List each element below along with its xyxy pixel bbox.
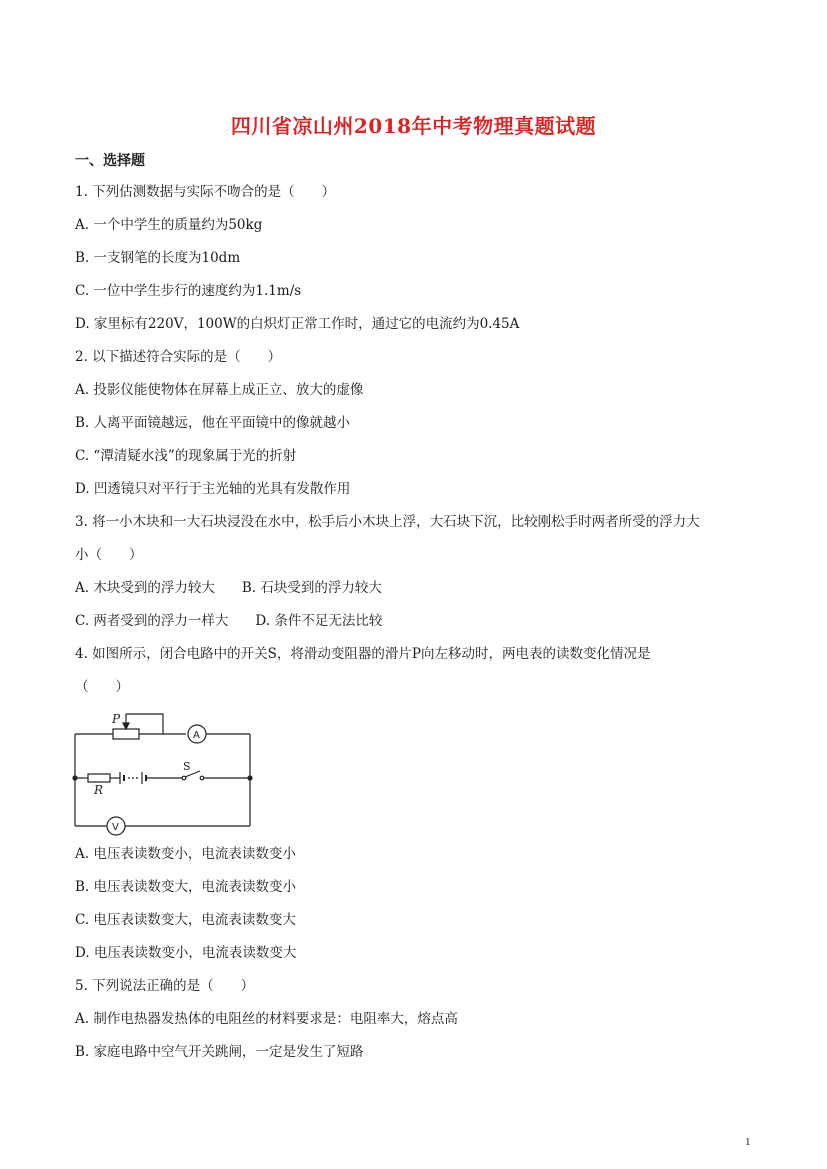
question-1-stem: 1. 下列估测数据与实际不吻合的是（ ） bbox=[75, 184, 336, 200]
page-number: 1 bbox=[745, 1136, 751, 1148]
ammeter-label: A bbox=[193, 730, 200, 741]
question-3-stem: 3. 将一小木块和一大石块浸没在水中，松手后小木块上浮，大石块下沉，比较刚松手时两者所受的浮力大 bbox=[75, 514, 700, 530]
question-5-stem: 5. 下列说法正确的是（ ） bbox=[75, 978, 255, 994]
question-5-option-a: A. 制作电热器发热体的电阻丝的材料要求是：电阻率大，熔点高 bbox=[75, 1011, 458, 1027]
question-1-option-a: A. 一个中学生的质量约为50kg bbox=[75, 217, 263, 233]
question-4-option-d: D. 电压表读数变小，电流表读数变大 bbox=[75, 945, 297, 961]
rheostat bbox=[113, 729, 139, 739]
question-3-options-cd: C. 两者受到的浮力一样大 D. 条件不足无法比较 bbox=[75, 613, 383, 629]
question-4-stem: 4. 如图所示，闭合电路中的开关S，将滑动变阻器的滑片P向左移动时，两电表的读数变化情况是 bbox=[75, 646, 651, 662]
question-3-options-ab: A. 木块受到的浮力较大 B. 石块受到的浮力较大 bbox=[75, 580, 382, 596]
question-4-option-a: A. 电压表读数变小，电流表读数变小 bbox=[75, 846, 296, 862]
slider-wire bbox=[126, 714, 163, 734]
question-1-option-d: D. 家里标有220V，100W的白炽灯正常工作时，通过它的电流约为0.45A bbox=[75, 316, 520, 332]
question-2-option-d: D. 凹透镜只对平行于主光轴的光具有发散作用 bbox=[75, 481, 351, 497]
slider-label: P bbox=[112, 712, 121, 726]
circuit-diagram bbox=[70, 708, 260, 836]
question-2-option-a: A. 投影仪能使物体在屏幕上成正立、放大的虚像 bbox=[75, 382, 364, 398]
slider-arrow-icon bbox=[123, 723, 129, 729]
resistor-label: R bbox=[94, 783, 104, 797]
question-5-option-b: B. 家庭电路中空气开关跳闸，一定是发生了短路 bbox=[75, 1044, 364, 1060]
switch-contact-right bbox=[200, 776, 204, 780]
switch-label: S bbox=[183, 760, 191, 773]
question-2-stem: 2. 以下描述符合实际的是（ ） bbox=[75, 349, 282, 365]
question-4-option-b: B. 电压表读数变大，电流表读数变小 bbox=[75, 879, 297, 895]
question-2-option-c: C. “潭清疑水浅”的现象属于光的折射 bbox=[75, 448, 297, 464]
question-3-stem-continued: 小（ ） bbox=[75, 547, 143, 563]
question-4-option-c: C. 电压表读数变大，电流表读数变大 bbox=[75, 912, 296, 928]
section-heading: 一、选择题 bbox=[75, 153, 145, 169]
question-1-option-c: C. 一位中学生步行的速度约为1.1m/s bbox=[75, 283, 302, 299]
document-title: 四川省凉山州2018年中考物理真题试题 bbox=[230, 114, 597, 138]
voltmeter-label: V bbox=[112, 822, 119, 833]
resistor-r bbox=[88, 774, 110, 782]
question-1-option-b: B. 一支钢笔的长度为10dm bbox=[75, 250, 241, 266]
question-2-option-b: B. 人离平面镜越远，他在平面镜中的像就越小 bbox=[75, 415, 351, 431]
question-4-stem-continued: （ ） bbox=[75, 679, 129, 695]
